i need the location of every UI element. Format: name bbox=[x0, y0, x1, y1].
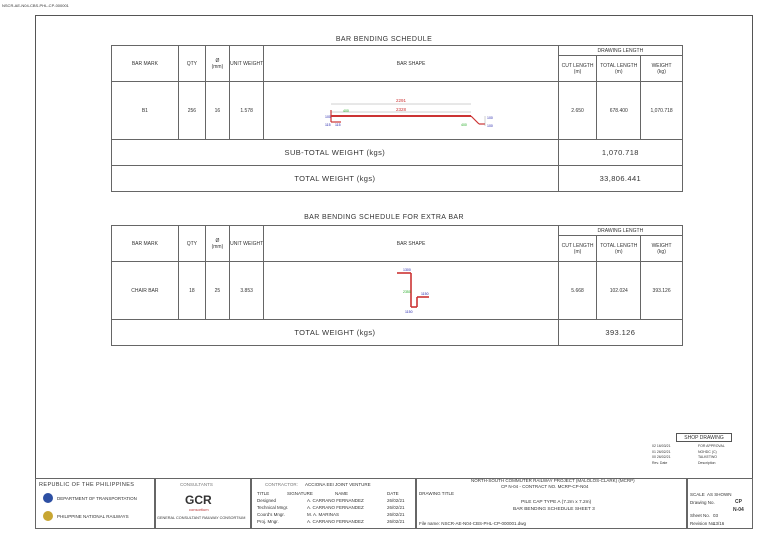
total-value: 393.126 bbox=[558, 320, 682, 346]
cell-bar-shape bbox=[264, 82, 558, 140]
header-bar-mark: BAR MARK bbox=[112, 226, 179, 262]
total-row bbox=[112, 320, 683, 346]
dim-right: 1150 bbox=[421, 291, 429, 296]
gcr-full-label: GENERAL CONSULTANT RAILWAY CONSORTIUM bbox=[157, 516, 246, 520]
cell-bar-mark: CHAIR BAR bbox=[112, 262, 179, 320]
dia-symbol: Ø bbox=[215, 237, 220, 244]
subtotal-row bbox=[112, 140, 683, 166]
pnr-label: PHILIPPINE NATIONAL RAILWAYS bbox=[57, 514, 129, 519]
cp-label: CP bbox=[735, 499, 742, 505]
cell-dia: 25 bbox=[205, 262, 229, 320]
rev-date: Date bbox=[659, 460, 668, 465]
dim-diag-left: 400 bbox=[343, 108, 349, 113]
dotr-label: DEPARTMENT OF TRANSPORTATION bbox=[57, 496, 137, 501]
consultants-label: CONSULTANTS bbox=[180, 482, 213, 487]
scale-label: SCALE bbox=[690, 492, 705, 497]
dim-top: 2291 bbox=[396, 97, 407, 103]
rev-desc: TALKETWO bbox=[698, 455, 717, 459]
header-total-length bbox=[597, 236, 641, 262]
drawing-no-label: Drawing No. bbox=[690, 500, 715, 505]
dim-right-b: 100 bbox=[487, 123, 493, 128]
total-label: TOTAL WEIGHT (kgs) bbox=[112, 166, 559, 192]
cut-length-unit: (m) bbox=[573, 248, 582, 255]
total-length-unit: (m) bbox=[615, 248, 623, 255]
staff-name: M. A. MARINAS bbox=[307, 512, 340, 517]
header-drawing-length: DRAWING LENGTH bbox=[558, 46, 682, 56]
header-bar-shape: BAR SHAPE bbox=[264, 226, 558, 262]
total-value: 33,806.441 bbox=[558, 166, 682, 192]
total-row bbox=[112, 166, 683, 192]
header-dia bbox=[205, 226, 229, 262]
staff-date: 26/02/21 bbox=[387, 498, 405, 503]
cell-total-length: 678.400 bbox=[597, 82, 641, 140]
contractor-name: ACCIONA EEI JOINT VENTURE bbox=[305, 482, 371, 487]
cut-length-label: CUT LENGTH bbox=[561, 62, 594, 69]
table-row bbox=[112, 82, 683, 140]
drawing-title-line-2: BAR BENDING SCHEDULE SHEET 3 bbox=[513, 507, 595, 512]
header-cut-length bbox=[558, 236, 597, 262]
sheet-label: Sheet No. bbox=[690, 513, 711, 518]
staff-header-name: NAME bbox=[335, 491, 349, 496]
cell-dia: 16 bbox=[205, 82, 229, 140]
rev-no: 00 bbox=[652, 455, 656, 459]
document-id: NSCR-AE-N04-CBS-PHL-CP-000001 bbox=[2, 3, 69, 8]
revision-row bbox=[652, 444, 671, 448]
staff-role: Designed bbox=[257, 498, 277, 503]
cell-qty: 256 bbox=[178, 82, 205, 140]
header-total-length bbox=[597, 56, 641, 82]
shop-drawing-stamp: SHOP DRAWING bbox=[676, 433, 732, 442]
cell-unit-weight: 1.578 bbox=[229, 82, 263, 140]
bar-bending-schedule-table bbox=[111, 45, 683, 192]
weight-unit: (kg) bbox=[657, 68, 666, 75]
pnr-logo-icon bbox=[43, 511, 53, 521]
gcr-logo-text: GCR bbox=[185, 493, 212, 507]
header-qty: QTY bbox=[178, 226, 205, 262]
dim-diag-right: 400 bbox=[461, 122, 467, 127]
scale-value: AS SHOWN bbox=[707, 492, 732, 497]
revision-row bbox=[652, 461, 667, 465]
rev-no: Rev. bbox=[652, 460, 659, 465]
weight-label: WEIGHT bbox=[651, 242, 672, 249]
rev-desc: FOR APPROVAL bbox=[698, 444, 725, 448]
cell-unit-weight: 3.853 bbox=[229, 262, 263, 320]
staff-role: Proj. Mngr. bbox=[257, 519, 279, 524]
file-name: File name: NSCR-AE-N04-CBS-PHL-CP-000001.dwg bbox=[419, 521, 527, 526]
header-weight bbox=[641, 236, 683, 262]
cell-weight: 1,070.718 bbox=[641, 82, 683, 140]
cp-value: N-04 bbox=[733, 507, 744, 513]
staff-name: A. CARRANO FERNANDEZ bbox=[307, 505, 364, 510]
staff-role: Technical Mngr. bbox=[257, 505, 289, 510]
dim-right-a: 100 bbox=[487, 115, 493, 120]
dia-unit: (mm) bbox=[211, 63, 224, 70]
drawing-title-line-1: PILE CAP TYPE A (7.2m x 7.2m) bbox=[521, 500, 592, 505]
staff-name: A. CARRANO FERNANDEZ bbox=[307, 498, 364, 503]
cell-cut-length: 5.668 bbox=[558, 262, 597, 320]
rev-no: 01 bbox=[652, 449, 656, 454]
rev-desc: Description bbox=[698, 460, 716, 465]
header-weight bbox=[641, 56, 683, 82]
dim-bottom: 1150 bbox=[405, 309, 413, 314]
rev-no: 02 bbox=[652, 444, 656, 448]
chair-bar-shape-drawing bbox=[371, 263, 451, 317]
dim-left-a: 100 bbox=[325, 114, 331, 119]
weight-label: WEIGHT bbox=[651, 62, 672, 69]
header-qty: QTY bbox=[178, 46, 205, 82]
header-unit-weight: UNIT WEIGHT bbox=[229, 46, 263, 82]
header-drawing-length: DRAWING LENGTH bbox=[558, 226, 682, 236]
cell-total-length: 102.024 bbox=[597, 262, 641, 320]
header-cut-length bbox=[558, 56, 597, 82]
cell-bar-shape bbox=[264, 262, 558, 320]
revision-label: Revision No. bbox=[690, 521, 716, 526]
revision-table bbox=[650, 443, 753, 466]
rev-date: 26/02/21 bbox=[656, 455, 671, 459]
dim-left-b: 115 bbox=[325, 122, 331, 127]
package-name: CP N-04 - CONTRACT NO. MCRP-CP-N04 bbox=[501, 484, 589, 489]
dotr-logo-icon bbox=[43, 493, 53, 503]
staff-role: Coord's Mngr. bbox=[257, 512, 285, 517]
total-length-unit: (m) bbox=[615, 68, 623, 75]
revision-value: 13/16 bbox=[713, 521, 725, 526]
extra-bar-schedule-table bbox=[111, 225, 683, 346]
revision-row bbox=[652, 450, 671, 454]
rev-desc: NOHDC (C) bbox=[698, 449, 717, 454]
header-bar-shape: BAR SHAPE bbox=[264, 46, 558, 82]
rev-date: 26/02/21 bbox=[656, 449, 671, 454]
contractor-label: CONTRACTOR: bbox=[265, 482, 298, 487]
weight-unit: (kg) bbox=[657, 248, 666, 255]
staff-header-date: DATE bbox=[387, 491, 399, 496]
staff-date: 26/02/21 bbox=[387, 519, 405, 524]
staff-name: A. CARRANO FERNANDEZ bbox=[307, 519, 364, 524]
gcr-sub-label: consortium bbox=[189, 507, 209, 512]
header-bar-mark: BAR MARK bbox=[112, 46, 179, 82]
header-unit-weight: UNIT WEIGHT bbox=[229, 226, 263, 262]
schedule-title: BAR BENDING SCHEDULE bbox=[335, 36, 433, 43]
staff-date: 26/02/21 bbox=[387, 512, 405, 517]
cell-bar-mark: B1 bbox=[112, 82, 179, 140]
dim-left-c: 115 bbox=[335, 122, 341, 127]
dim-vertical: 2350 bbox=[403, 289, 411, 294]
republic-label: REPUBLIC OF THE PHILIPPINES bbox=[39, 482, 135, 488]
title-block bbox=[35, 466, 753, 529]
drawing-title-label: DRAWING TITLE bbox=[419, 491, 455, 496]
dim-main: 2328 bbox=[396, 106, 407, 112]
staff-header-role: TITLE bbox=[257, 491, 270, 496]
revision-row bbox=[652, 455, 671, 459]
table-row bbox=[112, 262, 683, 320]
cut-length-unit: (m) bbox=[573, 68, 582, 75]
extra-bar-schedule-title: BAR BENDING SCHEDULE FOR EXTRA BAR bbox=[304, 214, 464, 221]
staff-date: 26/02/21 bbox=[387, 505, 405, 510]
cell-cut-length: 2.650 bbox=[558, 82, 597, 140]
total-length-label: TOTAL LENGTH bbox=[600, 242, 638, 249]
subtotal-label: SUB-TOTAL WEIGHT (kgs) bbox=[112, 140, 559, 166]
rev-date: 16/03/21 bbox=[656, 444, 671, 448]
sheet-value: 03 bbox=[713, 513, 719, 518]
cut-length-label: CUT LENGTH bbox=[561, 242, 594, 249]
staff-header-sign: SIGNATURE bbox=[287, 491, 313, 496]
bar-shape-b1-drawing bbox=[311, 90, 511, 130]
cell-qty: 18 bbox=[178, 262, 205, 320]
subtotal-value: 1,070.718 bbox=[558, 140, 682, 166]
total-label: TOTAL WEIGHT (kgs) bbox=[112, 320, 559, 346]
dia-symbol: Ø bbox=[215, 57, 220, 64]
total-length-label: TOTAL LENGTH bbox=[600, 62, 638, 69]
project-name: NORTH-SOUTH COMMUTER RAILWAY PROJECT (MALOLOS-CLARK) (MCRP) bbox=[471, 478, 635, 483]
header-dia bbox=[205, 46, 229, 82]
dim-top: 1300 bbox=[403, 267, 411, 272]
cell-weight: 393.126 bbox=[641, 262, 683, 320]
dia-unit: (mm) bbox=[211, 243, 224, 250]
